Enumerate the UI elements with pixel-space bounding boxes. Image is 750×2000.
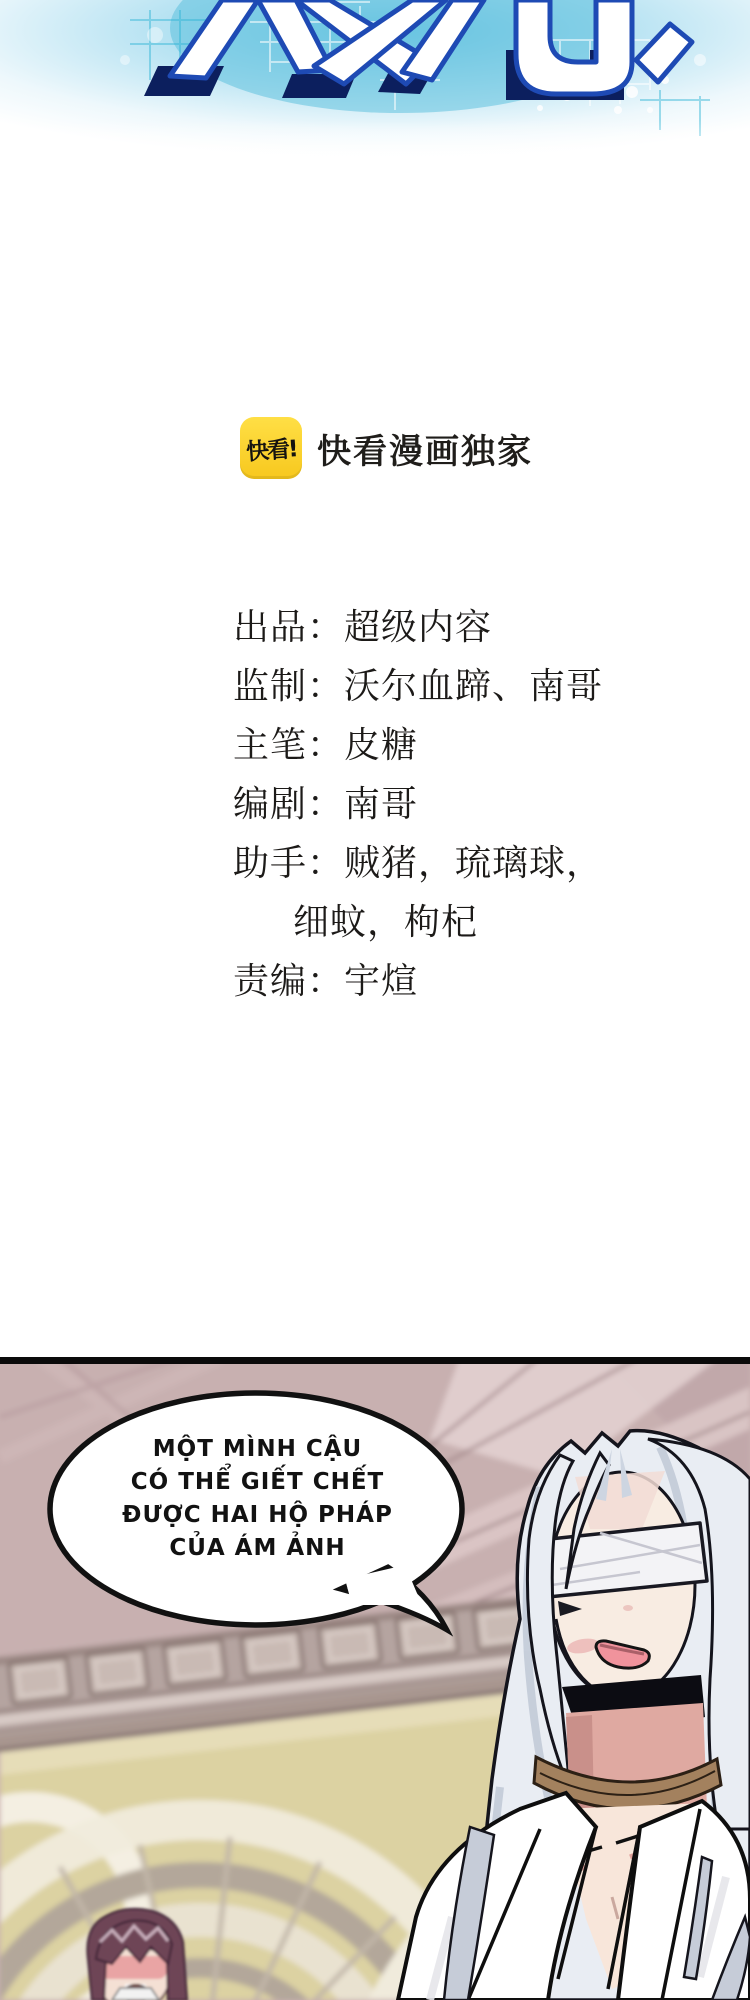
panel-top-border	[0, 1357, 750, 1364]
credit-line: 编剧：南哥	[233, 784, 419, 825]
bubble-line: ĐƯỢC HAI HỘ PHÁP	[122, 1502, 393, 1528]
credit-line: 主笔：皮糖	[233, 725, 419, 766]
credit-line: 细蚊，枸杞	[293, 902, 479, 943]
bubble-line: CÓ THỂ GIẾT CHẾT	[130, 1469, 385, 1495]
speech-bubble-text	[55, 1433, 460, 1565]
credit-line: 责编：宇煊	[233, 961, 419, 1002]
credit-line: 监制：沃尔血蹄、南哥	[233, 666, 604, 707]
title-logo-svg	[0, 0, 750, 170]
publisher-label: 快看漫画独家	[317, 431, 533, 472]
manga-panel	[0, 1357, 750, 2000]
kuaikan-badge-text: 快看!	[245, 435, 298, 466]
credit-line: 助手：贼猪，琉璃球，	[233, 843, 604, 884]
bubble-line: MỘT MÌNH CẬU	[152, 1436, 363, 1462]
title-logo-art	[0, 0, 750, 170]
credits-block	[233, 598, 713, 1011]
publisher-row	[240, 417, 533, 479]
kuaikan-logo-icon	[240, 417, 302, 479]
credit-line: 出品：超级内容	[233, 607, 493, 648]
side-character-art	[87, 1909, 187, 2000]
bubble-line: CỦA ÁM ẢNH	[169, 1535, 346, 1561]
